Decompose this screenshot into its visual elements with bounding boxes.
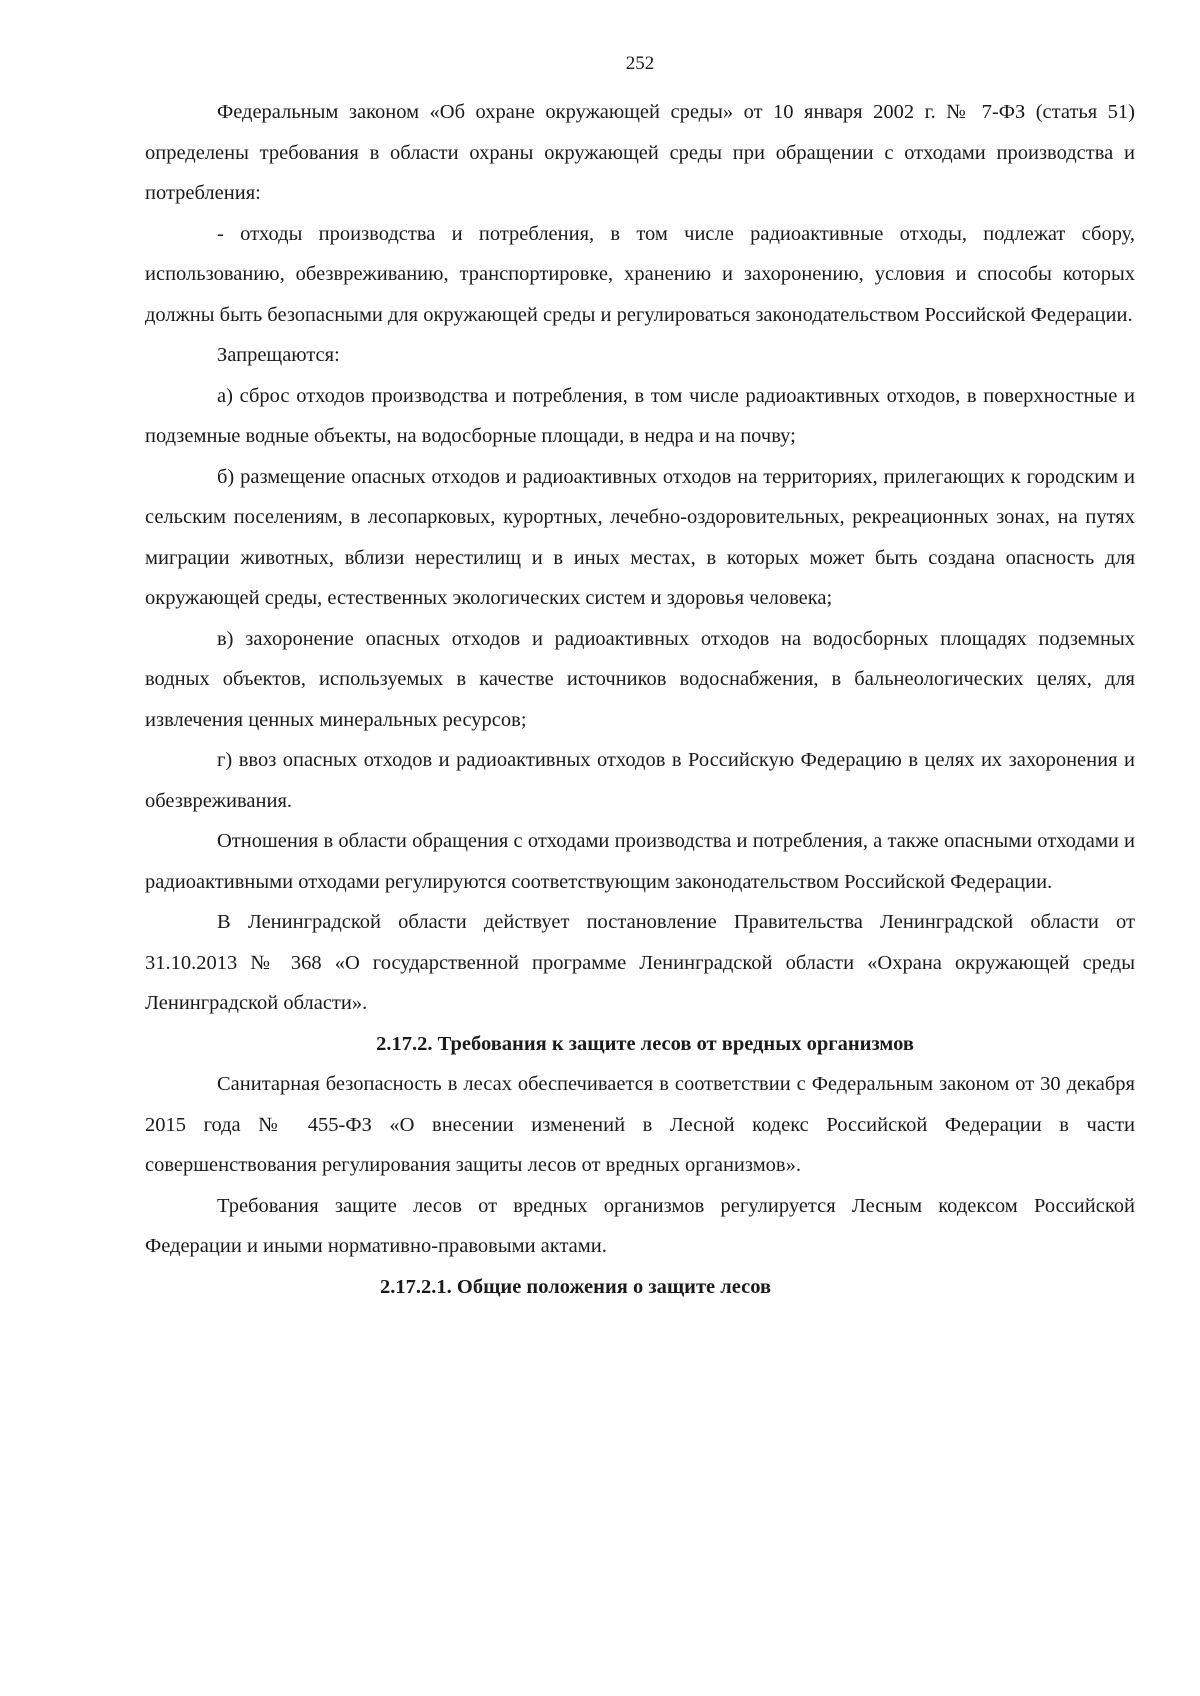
paragraph-sanitary-safety: Санитарная безопасность в лесах обеспечивается в соответствии с Федеральным законом от 30 декабря 2015 года № 455-ФЗ «О внесении изменений в Лесной кодекс Российской Федерации в части совершенствования регулирования защиты лесов от вредных организмов». (145, 1073, 1135, 1176)
subsection-heading: 2.17.2.1. Общие положения о защите лесов (380, 1275, 772, 1298)
document-page (145, 52, 1135, 1307)
paragraph-item-v: в) захоронение опасных отходов и радиоактивных отходов на водосборных площадях подземных водных объектов, используемых в качестве источников водоснабжения, в бальнеологических целях, для извлечения ценных минеральных ресурсов; (145, 627, 1135, 731)
section-heading: 2.17.2. Требования к защите лесов от вредных организмов (376, 1032, 914, 1055)
paragraph-law-intro: Федеральным законом «Об охране окружающей среды» от 10 января 2002 г. № 7-ФЗ (статья 51) определены требования в области охраны окружающей среды при обращении с отходами производства и потребления: (145, 101, 1135, 204)
paragraph-relations: Отношения в области обращения с отходами производства и потребления, а также опасными отходами и радиоактивными отходами регулируются соответствующим законодательством Российской Федерации. (145, 830, 1135, 893)
paragraph-prohibited: Запрещаются: (217, 344, 340, 366)
paragraph-forest-protection: Требования защите лесов от вредных организмов регулируется Лесным кодексом Российской Федерации и иными нормативно-правовыми актами. (145, 1194, 1135, 1257)
paragraph-item-a: а) сброс отходов производства и потребления, в том числе радиоактивных отходов, в поверхностные и подземные водные объекты, на водосборные площади, в недра и на почву; (145, 384, 1135, 447)
paragraph-item-g: г) ввоз опасных отходов и радиоактивных отходов в Российскую Федерацию в целях их захоронения и обезвреживания. (145, 749, 1135, 812)
paragraph-leningrad-region: В Ленинградской области действует постановление Правительства Ленинградской области от 31.10.2013 № 368 «О государственной программе Ленинградской области «Охрана окружающей среды Ленинградской области». (145, 911, 1135, 1014)
paragraph-item-b: б) размещение опасных отходов и радиоактивных отходов на территориях, прилегающих к городским и сельским поселениям, в лесопарковых, курортных, лечебно-оздоровительных, рекреационных зонах, на путях миграции животных, вблизи нерестилищ и в иных местах, в которых может быть создана опасность для окружающей среды, естественных экологических систем и здоровья человека; (145, 465, 1135, 609)
paragraph-waste-requirements: - отходы производства и потребления, в том числе радиоактивные отходы, подлежат сбору, использованию, обезвреживанию, транспортировке, хранению и захоронению, условия и способы которых должны быть безопасными для окружающей среды и регулироваться законодательством Российской Федерации. (145, 222, 1135, 326)
page-number: 252 (625, 53, 655, 74)
